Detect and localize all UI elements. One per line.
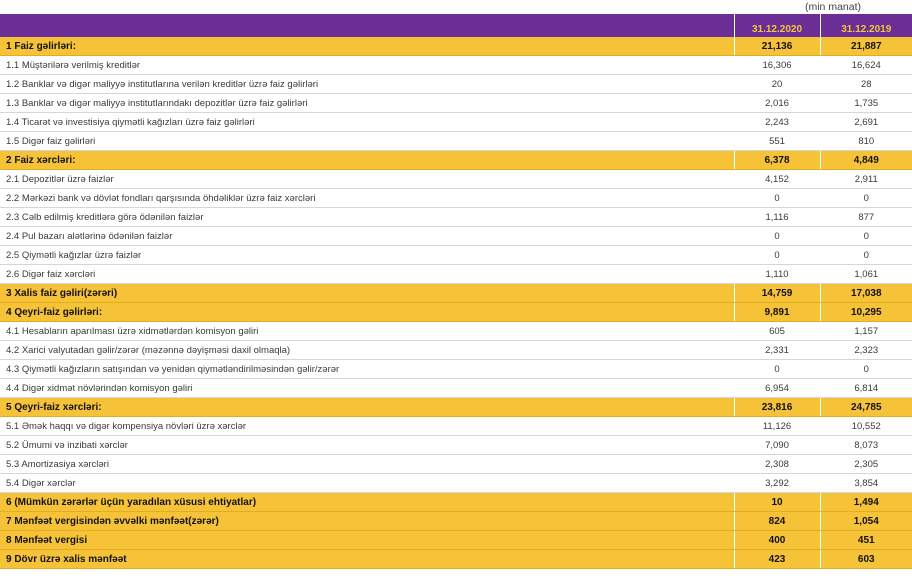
value-2020: 11,126 [734,417,820,436]
table-row [0,170,912,189]
row-label: 4.3 Qiymətli kağızların satışından və yenidən qiymətləndirilməsindən gəlir/zərər [0,360,734,379]
value-2019: 3,854 [820,474,912,493]
row-label: 2 Faiz xərcləri: [0,151,734,170]
value-2020: 21,136 [734,37,820,56]
section-row [0,151,912,170]
table-row [0,246,912,265]
value-2020: 2,016 [734,94,820,113]
row-label: 1 Faiz gəlirləri: [0,37,734,56]
value-2019: 10,295 [820,303,912,322]
value-2019: 6,814 [820,379,912,398]
row-label: 5.1 Əmək haqqı və digər kompensiya növləri üzrə xərclər [0,417,734,436]
section-row [0,398,912,417]
value-2019: 0 [820,246,912,265]
table-row [0,455,912,474]
value-2020: 1,110 [734,265,820,284]
table-row [0,417,912,436]
value-2019: 603 [820,550,912,569]
value-2020: 2,243 [734,113,820,132]
row-label: 2.1 Depozitlər üzrə faizlər [0,170,734,189]
row-label: 5.3 Amortizasiya xərcləri [0,455,734,474]
table-row [0,341,912,360]
value-2019: 451 [820,531,912,550]
income-statement-table [0,14,912,569]
section-row [0,37,912,56]
value-2019: 2,691 [820,113,912,132]
row-label: 7 Mənfəət vergisindən əvvəlki mənfəət(zərər) [0,512,734,531]
table-row [0,189,912,208]
value-2019: 877 [820,208,912,227]
row-label: 6 (Mümkün zərərlər üçün yaradılan xüsusi ehtiyatlar) [0,493,734,512]
value-2019: 1,061 [820,265,912,284]
value-2020: 4,152 [734,170,820,189]
table-row [0,132,912,151]
value-2020: 20 [734,75,820,94]
value-2019: 0 [820,360,912,379]
value-2020: 3,292 [734,474,820,493]
value-2019: 21,887 [820,37,912,56]
row-label: 4.2 Xarici valyutadan gəlir/zərər (məzənnə dəyişməsi daxil olmaqla) [0,341,734,360]
row-label: 1.5 Digər faiz gəlirləri [0,132,734,151]
value-2020: 9,891 [734,303,820,322]
table-row [0,265,912,284]
value-2019: 2,911 [820,170,912,189]
value-2020: 23,816 [734,398,820,417]
value-2020: 2,308 [734,455,820,474]
row-label: 2.2 Mərkəzi bank və dövlət fondları qarşısında öhdəliklər üzrə faiz xərcləri [0,189,734,208]
row-label: 5.2 Ümumi və inzibati xərclər [0,436,734,455]
row-label: 1.2 Banklar və digər maliyyə institutlarına verilən kreditlər üzrə faiz gəlirləri [0,75,734,94]
header-2019: 31.12.2019 [820,14,912,37]
value-2019: 8,073 [820,436,912,455]
value-2019: 17,038 [820,284,912,303]
row-label: 2.4 Pul bazarı alətlərinə ödənilən faizlər [0,227,734,246]
value-2019: 28 [820,75,912,94]
row-label: 3 Xalis faiz gəliri(zərəri) [0,284,734,303]
table-row [0,322,912,341]
row-label: 5.4 Digər xərclər [0,474,734,493]
table-row [0,75,912,94]
row-label: 2.6 Digər faiz xərcləri [0,265,734,284]
value-2020: 14,759 [734,284,820,303]
value-2020: 423 [734,550,820,569]
row-label: 1.1 Müştərilərə verilmiş kreditlər [0,56,734,75]
section-row [0,493,912,512]
row-label: 9 Dövr üzrə xalis mənfəət [0,550,734,569]
unit-label: (min manat) [804,1,861,13]
value-2020: 1,116 [734,208,820,227]
table-row [0,94,912,113]
header-label [0,14,734,37]
row-label: 4.4 Digər xidmət növlərindən komisyon gəliri [0,379,734,398]
value-2020: 6,954 [734,379,820,398]
section-row [0,512,912,531]
value-2019: 1,157 [820,322,912,341]
value-2019: 24,785 [820,398,912,417]
unit-caption [0,0,912,14]
section-row [0,284,912,303]
table-row [0,474,912,493]
row-label: 2.3 Cəlb edilmiş kreditlərə görə ödənilən faizlər [0,208,734,227]
section-row [0,531,912,550]
row-label: 5 Qeyri-faiz xərcləri: [0,398,734,417]
table-row [0,379,912,398]
value-2020: 824 [734,512,820,531]
section-row [0,550,912,569]
value-2020: 0 [734,227,820,246]
table-row [0,227,912,246]
value-2019: 10,552 [820,417,912,436]
value-2019: 0 [820,227,912,246]
table-row [0,113,912,132]
value-2019: 4,849 [820,151,912,170]
value-2020: 605 [734,322,820,341]
value-2019: 810 [820,132,912,151]
value-2020: 0 [734,246,820,265]
row-label: 4.1 Hesabların aparılması üzrə xidmətlərdən komisyon gəliri [0,322,734,341]
row-label: 8 Mənfəət vergisi [0,531,734,550]
value-2020: 0 [734,189,820,208]
table-header-row [0,14,912,37]
section-row [0,303,912,322]
table-row [0,360,912,379]
row-label: 2.5 Qiymətli kağızlar üzrə faizlər [0,246,734,265]
table-row [0,56,912,75]
value-2020: 6,378 [734,151,820,170]
value-2020: 400 [734,531,820,550]
value-2019: 0 [820,189,912,208]
row-label: 4 Qeyri-faiz gəlirləri: [0,303,734,322]
value-2019: 16,624 [820,56,912,75]
value-2019: 2,305 [820,455,912,474]
table-body [0,37,912,569]
value-2020: 551 [734,132,820,151]
header-2020: 31.12.2020 [734,14,820,37]
value-2020: 7,090 [734,436,820,455]
value-2019: 2,323 [820,341,912,360]
value-2020: 16,306 [734,56,820,75]
value-2020: 10 [734,493,820,512]
value-2019: 1,735 [820,94,912,113]
value-2020: 0 [734,360,820,379]
table-row [0,208,912,227]
row-label: 1.3 Banklar və digər maliyyə institutlarındakı depozitlər üzrə faiz gəlirləri [0,94,734,113]
table-row [0,436,912,455]
row-label: 1.4 Ticarət və investisiya qiymətli kağızları üzrə faiz gəlirləri [0,113,734,132]
value-2019: 1,054 [820,512,912,531]
value-2020: 2,331 [734,341,820,360]
value-2019: 1,494 [820,493,912,512]
